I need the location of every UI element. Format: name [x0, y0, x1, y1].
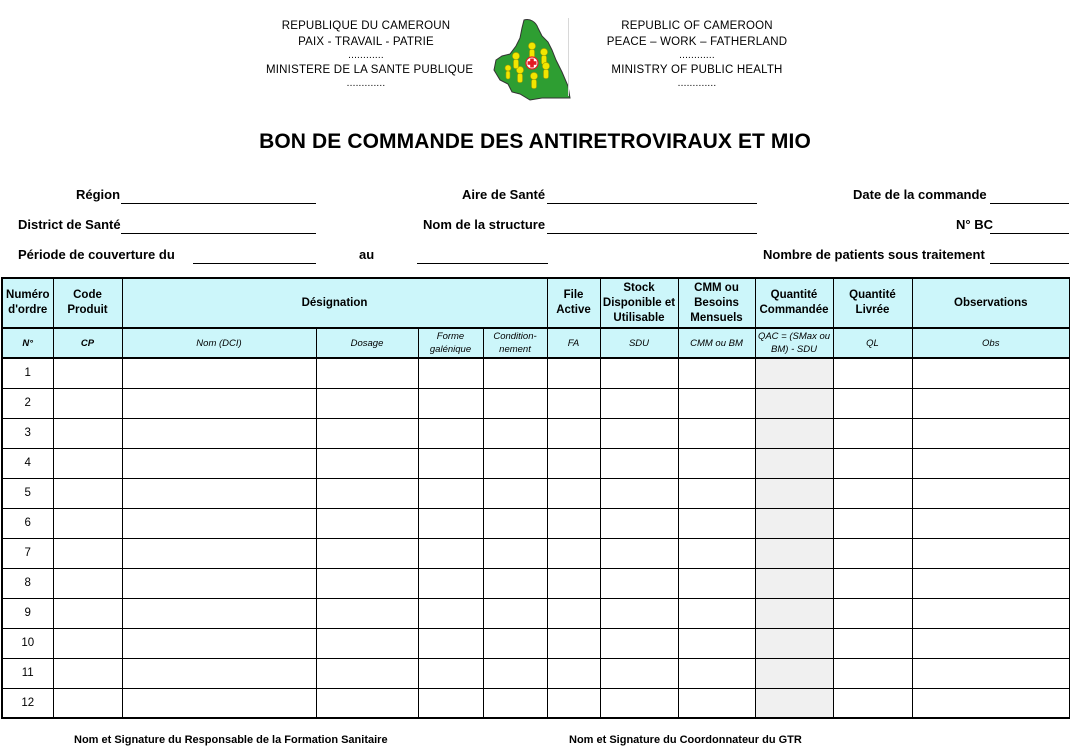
quantite-commandee-cell[interactable]	[755, 538, 833, 568]
dosage-cell[interactable]	[316, 688, 418, 718]
code-produit-cell[interactable]	[53, 418, 122, 448]
table-row	[2, 358, 1070, 388]
nom-dci-cell[interactable]	[122, 628, 316, 658]
header-code-produit: Code Produit	[53, 278, 122, 328]
dosage-cell[interactable]	[316, 598, 418, 628]
ministry-name-fr: MINISTERE DE LA SANTE PUBLIQUE	[266, 64, 474, 76]
quantite-livree-cell[interactable]	[833, 628, 912, 658]
file-active-cell[interactable]	[547, 688, 600, 718]
nom-dci-cell[interactable]	[122, 598, 316, 628]
forme-cell[interactable]	[418, 388, 483, 418]
nb-patients-label: Nombre de patients sous traitement	[763, 247, 985, 262]
row-number: 11	[2, 658, 53, 688]
dosage-cell[interactable]	[316, 478, 418, 508]
dosage-cell[interactable]	[316, 658, 418, 688]
quantite-livree-cell[interactable]	[833, 688, 912, 718]
forme-cell[interactable]	[418, 358, 483, 388]
subheader-obs: Obs	[912, 328, 1070, 358]
observations-cell[interactable]	[912, 658, 1070, 688]
header-observations: Observations	[912, 278, 1070, 328]
file-active-cell[interactable]	[547, 538, 600, 568]
quantite-commandee-cell[interactable]	[755, 508, 833, 538]
code-produit-cell[interactable]	[53, 658, 122, 688]
observations-cell[interactable]	[912, 628, 1070, 658]
quantite-livree-cell[interactable]	[833, 388, 912, 418]
subheader-conditionnement: Condition-nement	[483, 328, 547, 358]
header-quantite-commandee: Quantité Commandée	[755, 278, 833, 328]
nom-dci-cell[interactable]	[122, 448, 316, 478]
subheader-sdu: SDU	[600, 328, 678, 358]
district-label: District de Santé	[18, 217, 121, 232]
code-produit-cell[interactable]	[53, 448, 122, 478]
header-file-active: File Active	[547, 278, 600, 328]
dosage-cell[interactable]	[316, 538, 418, 568]
forme-cell[interactable]	[418, 628, 483, 658]
nom-dci-cell[interactable]	[122, 688, 316, 718]
conditionnement-cell[interactable]	[483, 358, 547, 388]
sdu-cell[interactable]	[600, 478, 678, 508]
signature-coordonnateur-label: Nom et Signature du Coordonnateur du GTR	[569, 734, 802, 746]
forme-cell[interactable]	[418, 598, 483, 628]
observations-cell[interactable]	[912, 688, 1070, 718]
header-numero-ordre: Numéro d'ordre	[2, 278, 53, 328]
header-english-block	[597, 18, 797, 90]
conditionnement-cell[interactable]	[483, 448, 547, 478]
cmm-cell[interactable]	[678, 358, 755, 388]
table-row	[2, 388, 1070, 418]
file-active-cell[interactable]	[547, 508, 600, 538]
dosage-cell[interactable]	[316, 418, 418, 448]
quantite-livree-cell[interactable]	[833, 358, 912, 388]
district-field[interactable]	[121, 233, 316, 234]
conditionnement-cell[interactable]	[483, 388, 547, 418]
nom-dci-cell[interactable]	[122, 358, 316, 388]
header-stock-disponible: Stock Disponible et Utilisable	[600, 278, 678, 328]
sdu-cell[interactable]	[600, 628, 678, 658]
order-table-body	[2, 358, 1070, 718]
file-active-cell[interactable]	[547, 418, 600, 448]
periode-label: Période de couverture du	[18, 247, 175, 262]
file-active-cell[interactable]	[547, 628, 600, 658]
separator-dots: ............	[348, 50, 384, 61]
no-bc-field[interactable]	[990, 233, 1069, 234]
order-table	[1, 277, 1070, 719]
table-row	[2, 478, 1070, 508]
subheader-code: CP	[53, 328, 122, 358]
forme-cell[interactable]	[418, 508, 483, 538]
nom-dci-cell[interactable]	[122, 478, 316, 508]
row-number: 12	[2, 688, 53, 718]
observations-cell[interactable]	[912, 358, 1070, 388]
forme-cell[interactable]	[418, 418, 483, 448]
cmm-cell[interactable]	[678, 418, 755, 448]
file-active-cell[interactable]	[547, 448, 600, 478]
sdu-cell[interactable]	[600, 598, 678, 628]
code-produit-cell[interactable]	[53, 478, 122, 508]
nom-dci-cell[interactable]	[122, 538, 316, 568]
nb-patients-field[interactable]	[990, 263, 1069, 264]
periode-au-label: au	[359, 247, 375, 262]
code-produit-cell[interactable]	[53, 508, 122, 538]
cmm-cell[interactable]	[678, 538, 755, 568]
code-produit-cell[interactable]	[53, 568, 122, 598]
quantite-commandee-cell[interactable]	[755, 418, 833, 448]
code-produit-cell[interactable]	[53, 388, 122, 418]
nom-dci-cell[interactable]	[122, 508, 316, 538]
nom-dci-cell[interactable]	[122, 658, 316, 688]
code-produit-cell[interactable]	[53, 358, 122, 388]
observations-cell[interactable]	[912, 448, 1070, 478]
row-number: 10	[2, 628, 53, 658]
subheader-cmm: CMM ou BM	[678, 328, 755, 358]
dosage-cell[interactable]	[316, 388, 418, 418]
header-french-block	[266, 18, 474, 90]
quantite-livree-cell[interactable]	[833, 418, 912, 448]
sdu-cell[interactable]	[600, 388, 678, 418]
cmm-cell[interactable]	[678, 508, 755, 538]
subheader-forme-galenique: Forme galénique	[418, 328, 483, 358]
separator-dots: ............	[679, 50, 715, 61]
dosage-cell[interactable]	[316, 568, 418, 598]
code-produit-cell[interactable]	[53, 628, 122, 658]
dosage-cell[interactable]	[316, 448, 418, 478]
quantite-commandee-cell[interactable]	[755, 388, 833, 418]
header-quantite-livree: Quantité Livrée	[833, 278, 912, 328]
table-row	[2, 598, 1070, 628]
table-row	[2, 538, 1070, 568]
quantite-commandee-cell[interactable]	[755, 358, 833, 388]
dosage-cell[interactable]	[316, 358, 418, 388]
observations-cell[interactable]	[912, 388, 1070, 418]
cmm-cell[interactable]	[678, 568, 755, 598]
conditionnement-cell[interactable]	[483, 418, 547, 448]
code-produit-cell[interactable]	[53, 538, 122, 568]
table-row	[2, 568, 1070, 598]
observations-cell[interactable]	[912, 508, 1070, 538]
conditionnement-cell[interactable]	[483, 478, 547, 508]
quantite-commandee-cell[interactable]	[755, 658, 833, 688]
forme-cell[interactable]	[418, 478, 483, 508]
emblem-red-cross	[526, 57, 538, 69]
no-bc-label: N° BC	[956, 217, 993, 232]
aire-sante-label: Aire de Santé	[462, 187, 546, 202]
nom-dci-cell[interactable]	[122, 418, 316, 448]
periode-start-field[interactable]	[193, 263, 316, 264]
observations-cell[interactable]	[912, 478, 1070, 508]
region-field[interactable]	[121, 203, 316, 204]
header-cmm: CMM ou Besoins Mensuels	[678, 278, 755, 328]
cmm-cell[interactable]	[678, 598, 755, 628]
subheader-fa: FA	[547, 328, 600, 358]
subheader-dosage: Dosage	[316, 328, 418, 358]
row-number: 4	[2, 448, 53, 478]
table-row	[2, 508, 1070, 538]
quantite-commandee-cell[interactable]	[755, 688, 833, 718]
aire-sante-field[interactable]	[547, 203, 757, 204]
conditionnement-cell[interactable]	[483, 598, 547, 628]
code-produit-cell[interactable]	[53, 688, 122, 718]
row-number: 1	[2, 358, 53, 388]
code-produit-cell[interactable]	[53, 598, 122, 628]
row-number: 8	[2, 568, 53, 598]
quantite-commandee-cell[interactable]	[755, 628, 833, 658]
date-commande-field[interactable]	[990, 203, 1069, 204]
sdu-cell[interactable]	[600, 358, 678, 388]
quantite-livree-cell[interactable]	[833, 658, 912, 688]
quantite-livree-cell[interactable]	[833, 598, 912, 628]
separator-dots: .............	[677, 78, 717, 89]
sdu-cell[interactable]	[600, 568, 678, 598]
quantite-livree-cell[interactable]	[833, 538, 912, 568]
nom-structure-label: Nom de la structure	[423, 217, 546, 232]
dosage-cell[interactable]	[316, 628, 418, 658]
sdu-cell[interactable]	[600, 538, 678, 568]
observations-cell[interactable]	[912, 568, 1070, 598]
sdu-cell[interactable]	[600, 508, 678, 538]
sdu-cell[interactable]	[600, 688, 678, 718]
row-number: 6	[2, 508, 53, 538]
date-commande-label: Date de la commande	[853, 187, 987, 202]
subheader-ql: QL	[833, 328, 912, 358]
quantite-commandee-cell[interactable]	[755, 568, 833, 598]
file-active-cell[interactable]	[547, 388, 600, 418]
file-active-cell[interactable]	[547, 358, 600, 388]
republic-name-en: REPUBLIC OF CAMEROON	[621, 20, 773, 32]
row-number: 3	[2, 418, 53, 448]
observations-cell[interactable]	[912, 598, 1070, 628]
file-active-cell[interactable]	[547, 658, 600, 688]
cmm-cell[interactable]	[678, 688, 755, 718]
republic-name-fr: REPUBLIQUE DU CAMEROUN	[281, 20, 451, 32]
file-active-cell[interactable]	[547, 478, 600, 508]
dosage-cell[interactable]	[316, 508, 418, 538]
observations-cell[interactable]	[912, 538, 1070, 568]
quantite-commandee-cell[interactable]	[755, 598, 833, 628]
quantite-livree-cell[interactable]	[833, 478, 912, 508]
separator-dots: .............	[346, 78, 386, 89]
row-number: 7	[2, 538, 53, 568]
nom-structure-field[interactable]	[547, 233, 757, 234]
quantite-commandee-cell[interactable]	[755, 478, 833, 508]
motto-en: PEACE – WORK – FATHERLAND	[606, 36, 788, 48]
region-label: Région	[76, 187, 121, 202]
subheader-nom-dci: Nom (DCI)	[122, 328, 316, 358]
conditionnement-cell[interactable]	[483, 538, 547, 568]
sdu-cell[interactable]	[600, 418, 678, 448]
forme-cell[interactable]	[418, 658, 483, 688]
subheader-qac: QAC = (SMax ou BM) - SDU	[755, 328, 833, 358]
forme-cell[interactable]	[418, 448, 483, 478]
file-active-cell[interactable]	[547, 598, 600, 628]
quantite-livree-cell[interactable]	[833, 508, 912, 538]
motto-fr: PAIX - TRAVAIL - PATRIE	[298, 36, 434, 48]
table-row	[2, 628, 1070, 658]
nom-dci-cell[interactable]	[122, 388, 316, 418]
signature-responsable-label: Nom et Signature du Responsable de la Formation Sanitaire	[74, 734, 388, 746]
row-number: 5	[2, 478, 53, 508]
ministry-emblem-logo	[490, 16, 574, 102]
row-number: 9	[2, 598, 53, 628]
conditionnement-cell[interactable]	[483, 508, 547, 538]
cmm-cell[interactable]	[678, 388, 755, 418]
forme-cell[interactable]	[418, 568, 483, 598]
row-number: 2	[2, 388, 53, 418]
quantite-livree-cell[interactable]	[833, 568, 912, 598]
quantite-commandee-cell[interactable]	[755, 448, 833, 478]
sdu-cell[interactable]	[600, 658, 678, 688]
cmm-cell[interactable]	[678, 628, 755, 658]
conditionnement-cell[interactable]	[483, 628, 547, 658]
table-row	[2, 418, 1070, 448]
document-title: BON DE COMMANDE DES ANTIRETROVIRAUX ET MIO	[259, 130, 811, 153]
subheader-numero: N°	[2, 328, 53, 358]
periode-end-field[interactable]	[417, 263, 548, 264]
sdu-cell[interactable]	[600, 448, 678, 478]
table-row	[2, 658, 1070, 688]
conditionnement-cell[interactable]	[483, 658, 547, 688]
quantite-livree-cell[interactable]	[833, 448, 912, 478]
file-active-cell[interactable]	[547, 568, 600, 598]
conditionnement-cell[interactable]	[483, 568, 547, 598]
header-divider-line	[568, 18, 569, 96]
table-row	[2, 688, 1070, 718]
forme-cell[interactable]	[418, 538, 483, 568]
forme-cell[interactable]	[418, 688, 483, 718]
ministry-name-en: MINISTRY OF PUBLIC HEALTH	[611, 64, 783, 76]
nom-dci-cell[interactable]	[122, 568, 316, 598]
observations-cell[interactable]	[912, 418, 1070, 448]
cmm-cell[interactable]	[678, 658, 755, 688]
header-designation: Désignation	[122, 278, 547, 328]
cmm-cell[interactable]	[678, 448, 755, 478]
table-row	[2, 448, 1070, 478]
cmm-cell[interactable]	[678, 478, 755, 508]
conditionnement-cell[interactable]	[483, 688, 547, 718]
